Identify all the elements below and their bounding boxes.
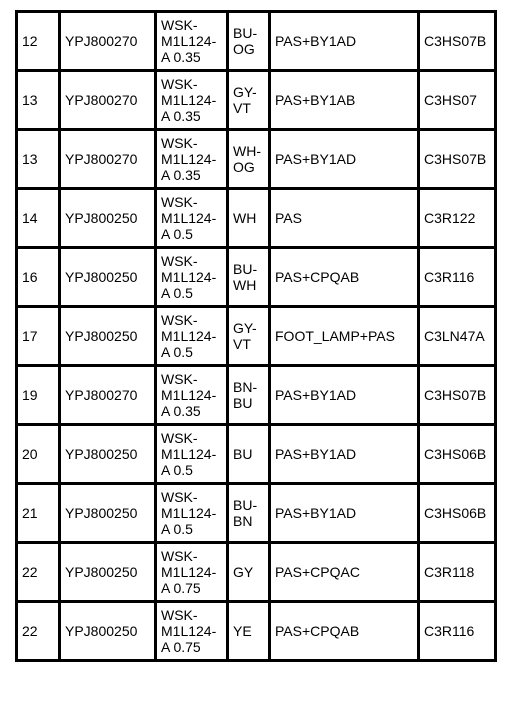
cell-wire-color [228,307,270,366]
cell-circuit: PAS+CPQAB [270,248,419,307]
wire-color-line: BU- [233,497,258,513]
cell-wire-spec [156,12,228,71]
cell-cavity-number: 16 [17,248,60,307]
wire-color-line: GY- [233,84,257,100]
wire-color-line: BU [233,446,253,462]
cell-part-number: YPJ800250 [60,543,156,602]
cell-wire-color [228,12,270,71]
wire-spec-line: A 0.5 [161,521,193,537]
cell-part-number: YPJ800270 [60,366,156,425]
cell-connector: C3HS07B [419,130,496,189]
wire-spec-line: M1L124- [161,328,217,344]
table-row [17,189,496,248]
wire-spec-line: M1L124- [161,151,217,167]
cell-connector: C3HS06B [419,484,496,543]
cell-wire-spec [156,602,228,661]
cell-circuit: PAS+BY1AD [270,366,419,425]
wire-color-line: GY [233,564,254,580]
wire-color-line: BN- [233,379,258,395]
wiring-table-body [17,12,496,661]
cell-circuit: PAS+BY1AD [270,12,419,71]
wire-spec-line: M1L124- [161,92,217,108]
wire-spec-line: WSK- [161,76,198,92]
cell-circuit: FOOT_LAMP+PAS [270,307,419,366]
cell-circuit: PAS+CPQAB [270,602,419,661]
cell-cavity-number: 19 [17,366,60,425]
cell-part-number: YPJ800250 [60,189,156,248]
wire-spec-line: A 0.5 [161,285,193,301]
wire-spec-line: M1L124- [161,210,217,226]
cell-cavity-number: 12 [17,12,60,71]
wire-color-line: OG [233,41,255,57]
table-row [17,543,496,602]
cell-connector: C3R118 [419,543,496,602]
cell-part-number: YPJ800250 [60,307,156,366]
table-row [17,425,496,484]
wire-spec-line: WSK- [161,607,198,623]
wire-spec-line: M1L124- [161,269,217,285]
table-row [17,366,496,425]
cell-part-number: YPJ800250 [60,602,156,661]
wire-spec-line: A 0.75 [161,580,201,596]
cell-connector: C3HS06B [419,425,496,484]
wire-spec-line: WSK- [161,194,198,210]
wire-spec-line: WSK- [161,489,198,505]
wire-spec-line: M1L124- [161,387,217,403]
cell-wire-spec [156,71,228,130]
cell-circuit: PAS+CPQAC [270,543,419,602]
wire-color-line: BU [233,395,253,411]
cell-circuit: PAS+BY1AD [270,130,419,189]
table-row [17,71,496,130]
cell-connector: C3HS07 [419,71,496,130]
cell-part-number: YPJ800270 [60,12,156,71]
wire-spec-line: A 0.5 [161,226,193,242]
wire-spec-line: M1L124- [161,33,217,49]
cell-circuit: PAS+BY1AB [270,71,419,130]
cell-cavity-number: 13 [17,130,60,189]
cell-wire-color [228,130,270,189]
wire-color-line: VT [233,336,251,352]
cell-wire-color [228,189,270,248]
wire-color-line: WH [233,277,257,293]
cell-wire-spec [156,484,228,543]
wire-spec-line: A 0.35 [161,108,201,124]
cell-connector: C3R116 [419,248,496,307]
cell-wire-spec [156,307,228,366]
wire-color-line: YE [233,623,252,639]
cell-wire-spec [156,425,228,484]
cell-wire-spec [156,366,228,425]
cell-wire-color [228,543,270,602]
table-row [17,12,496,71]
cell-connector: C3R122 [419,189,496,248]
cell-cavity-number: 21 [17,484,60,543]
wire-spec-line: A 0.35 [161,167,201,183]
wire-color-line: WH- [233,143,261,159]
cell-wire-spec [156,130,228,189]
cell-cavity-number: 22 [17,543,60,602]
table-row [17,130,496,189]
cell-circuit: PAS [270,189,419,248]
wire-spec-line: A 0.35 [161,403,201,419]
cell-part-number: YPJ800270 [60,130,156,189]
wire-spec-line: M1L124- [161,505,217,521]
cell-part-number: YPJ800250 [60,484,156,543]
wire-spec-line: M1L124- [161,623,217,639]
wire-spec-line: A 0.5 [161,462,193,478]
wire-spec-line: WSK- [161,548,198,564]
cell-part-number: YPJ800250 [60,425,156,484]
wire-color-line: BN [233,513,253,529]
cell-circuit: PAS+BY1AD [270,425,419,484]
table-row [17,307,496,366]
cell-wire-color [228,484,270,543]
wire-spec-line: A 0.35 [161,49,201,65]
wire-spec-line: M1L124- [161,564,217,580]
cell-cavity-number: 13 [17,71,60,130]
wire-spec-line: WSK- [161,135,198,151]
wire-spec-line: WSK- [161,430,198,446]
cell-wire-color [228,602,270,661]
cell-connector: C3R116 [419,602,496,661]
wire-spec-line: WSK- [161,312,198,328]
wire-spec-line: M1L124- [161,446,217,462]
cell-wire-color [228,425,270,484]
cell-wire-color [228,366,270,425]
wire-color-line: GY- [233,320,257,336]
cell-cavity-number: 14 [17,189,60,248]
cell-wire-spec [156,543,228,602]
wire-spec-line: A 0.5 [161,344,193,360]
cell-part-number: YPJ800250 [60,248,156,307]
cell-cavity-number: 22 [17,602,60,661]
cell-connector: C3HS07B [419,366,496,425]
cell-connector: C3HS07B [419,12,496,71]
cell-wire-spec [156,189,228,248]
wire-spec-line: A 0.75 [161,639,201,655]
cell-cavity-number: 20 [17,425,60,484]
wire-spec-line: WSK- [161,17,198,33]
wire-color-line: BU- [233,261,258,277]
cell-cavity-number: 17 [17,307,60,366]
cell-wire-spec [156,248,228,307]
wire-color-line: VT [233,100,251,116]
cell-circuit: PAS+BY1AD [270,484,419,543]
wire-color-line: OG [233,159,255,175]
table-row [17,602,496,661]
table-row [17,248,496,307]
wiring-table [15,10,497,662]
cell-connector: C3LN47A [419,307,496,366]
cell-wire-color [228,71,270,130]
wire-spec-line: WSK- [161,371,198,387]
wire-color-line: WH [233,210,257,226]
wire-spec-line: WSK- [161,253,198,269]
wire-color-line: BU- [233,25,258,41]
table-row [17,484,496,543]
cell-part-number: YPJ800270 [60,71,156,130]
cell-wire-color [228,248,270,307]
